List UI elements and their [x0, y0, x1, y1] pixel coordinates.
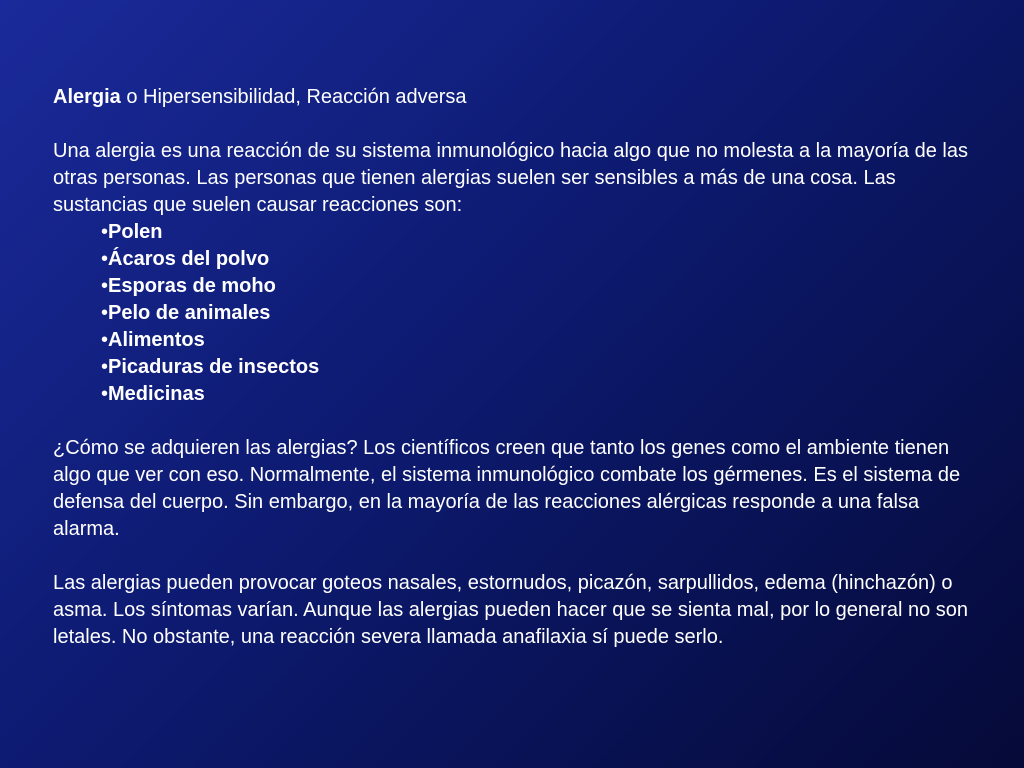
intro-paragraph: Una alergia es una reacción de su sistema inmunológico hacia algo que no molesta a la mayoría de las otras personas. Las personas que tienen alergias suelen ser sensibles a más de una cosa. Las sustancias que suelen causar reacciones son: — [53, 140, 968, 216]
list-item-label: Alimentos — [108, 329, 205, 351]
bullet-icon: • — [101, 383, 109, 405]
symptoms-paragraph: Las alergias pueden provocar goteos nasales, estornudos, picazón, sarpullidos, edema (hinchazón) o asma. Los síntomas varían. Aunque las alergias pueden hacer que se sienta mal, por lo general no son letales. No obstante, una reacción severa llamada anafilaxia sí puede serlo. — [53, 572, 969, 648]
heading-rest: o Hipersensibilidad, Reacción adversa — [120, 86, 467, 108]
list-item-label: Picaduras de insectos — [108, 356, 320, 378]
bullet-icon: • — [101, 248, 109, 270]
list-item — [101, 327, 983, 354]
slide-heading — [53, 84, 983, 111]
causes-paragraph: ¿Cómo se adquieren las alergias? Los científicos creen que tanto los genes como el ambiente tienen algo que ver con eso. Normalmente, el sistema inmunológico combate los gérmenes. Es el sistema de defensa del cuerpo. Sin embargo, en la mayoría de las reacciones alérgicas responde a una falsa alarma. — [53, 437, 961, 540]
list-item-label: Pelo de animales — [108, 302, 271, 324]
bullet-icon: • — [101, 356, 109, 378]
list-item-label: Medicinas — [108, 383, 205, 405]
spacer — [53, 408, 983, 435]
list-item-label: Ácaros del polvo — [108, 248, 270, 270]
heading-term: Alergia — [53, 86, 121, 108]
spacer — [53, 111, 983, 138]
list-item — [101, 354, 983, 381]
spacer — [53, 543, 983, 570]
list-item — [101, 273, 983, 300]
list-item — [101, 219, 983, 246]
list-item — [101, 246, 983, 273]
substances-list — [53, 219, 983, 408]
list-item — [101, 381, 983, 408]
bullet-icon: • — [101, 329, 109, 351]
list-item — [101, 300, 983, 327]
bullet-icon: • — [101, 275, 109, 297]
list-item-label: Polen — [108, 221, 163, 243]
list-item-label: Esporas de moho — [108, 275, 276, 297]
bullet-icon: • — [101, 221, 109, 243]
bullet-icon: • — [101, 302, 109, 324]
slide-content — [53, 84, 983, 651]
